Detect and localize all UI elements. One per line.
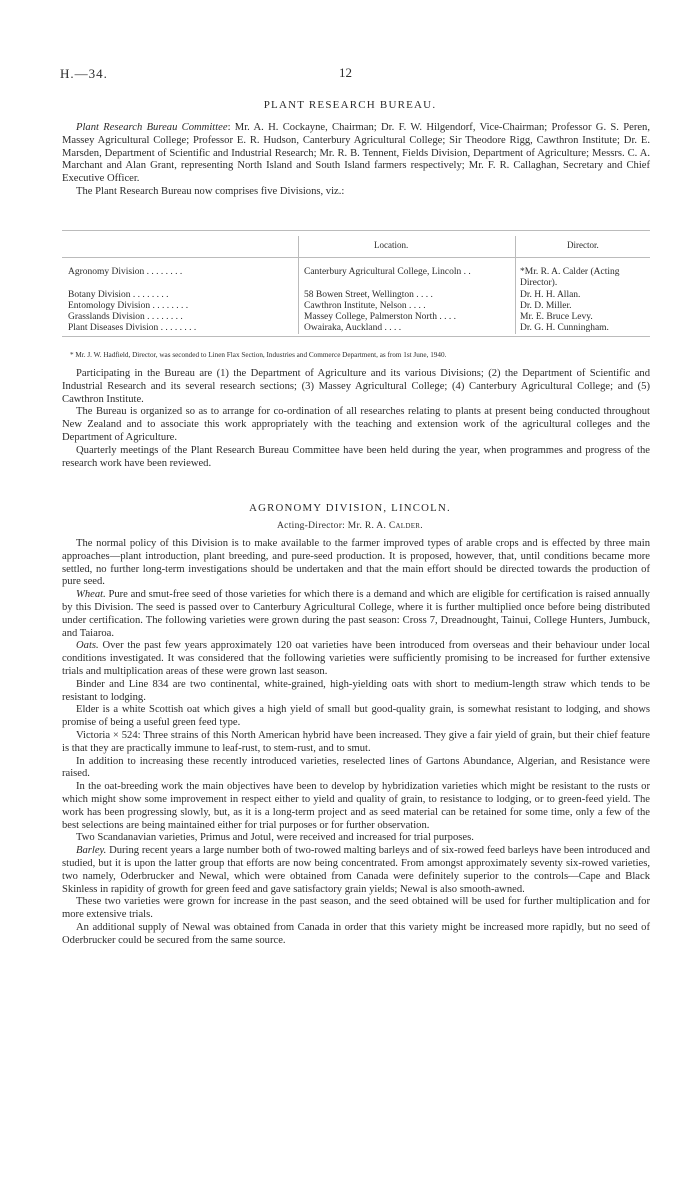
location-cell: Owairaka, Auckland . . . . (304, 323, 402, 333)
barley-heading: Barley. (76, 845, 107, 857)
barley-increase-paragraph: These two varieties were grown for increase in the past season, and the seed obtained will be used for further multiplication and for more extensive trials. (62, 896, 650, 921)
barley-paragraph: Barley. During recent years a large number both of two-rowed malting barleys and of six-rowed feed barleys have been introduced and studied, but it is upon the latter group that efforts are now being concentrated. From amongst approximately seventy six-rowed varieties, two namely, Oderbrucker and Newal, which were obtained from Canada were definitely superior to the controls—Cape and Black Skinless in rapidity of growth for green feed and gave satisfactory grain yields; Newal is also smooth-awned. (62, 845, 650, 895)
participants-paragraph: Participating in the Bureau are (1) the Department of Agriculture and its various Divisions; (2) the Department of Scientific and Industrial Research and its several research sections; (3) Massey Agricultural College; (4) Canterbury Agricultural College; and (5) Cawthron Institute. (62, 368, 650, 405)
organization-paragraph: The Bureau is organized so as to arrange for co-ordination of all researches relating to plants at present being conducted throughout New Zealand and to associate this work appropriately with the teaching and extension work of the agricultural colleges and the Department of Agriculture. (62, 406, 650, 443)
wheat-paragraph: Wheat. Pure and smut-free seed of those varieties for which there is a demand and which are eligible for certification is raised annually by this Division. The seed is passed over to Canterbury Agricultural College, where it is further multiplied once before being distributed under certification. The following varieties were grown during the past season: Cross 7, Dreadnought, Tainui, College Hunters, Jumbuck, and Taiaroa. (62, 589, 650, 639)
committee-text: : Mr. A. H. Cockayne, Chairman; Dr. F. W. Hilgendorf, Vice-Chairman; Professor G. S. Peren, Massey Agricultural College; Professor E. R. Hudson, Canterbury Agricultural College; Sir Theodore Rigg, Cawthron Institute; Dr. E. Marsden, Department of Scientific and Industrial Research; Mr. R. B. Tennent, Fields Division, Department of Agriculture; Messrs. C. A. Marchant and Alan Grant, representing North Island and South Island farmers respectively; Mr. F. R. Callaghan, Secretary and Chief Executive Officer. (62, 122, 650, 185)
director-cell: Dr. H. H. Allan. (520, 290, 581, 300)
wheat-heading: Wheat. (76, 589, 106, 601)
reselected-lines-paragraph: In addition to increasing these recently introduced varieties, reselected lines of Gartons Abundance, Algerian, and Resistance were raised. (62, 755, 650, 780)
division-cell: Grasslands Division . . . . . . . . (68, 312, 183, 322)
oat-breeding-paragraph: In the oat-breeding work the main objectives have been to develop by hybridization varieties which might be resistant to the rusts or which might show some improvement in respect either to yield and quality of grain, to resistance to lodging, or to green-feed yield. The work has been progressing slowly, but, as it is a long-term project and as seed material can be retained for some time, only a few of the best selections are being maintained either for trial purposes or for further observation. (62, 781, 650, 831)
table-header-director: Director. (567, 240, 599, 250)
newal-supply-paragraph: An additional supply of Newal was obtained from Canada in order that this variety might be increased more rapidly, but no seed of Oderbrucker could be secured from the same source. (62, 921, 650, 946)
director-cell: *Mr. R. A. Calder (Acting Director). (520, 267, 620, 289)
location-cell: Massey College, Palmerston North . . . . (304, 312, 456, 322)
table-row (62, 301, 650, 312)
division-cell: Plant Diseases Division . . . . . . . . (68, 323, 197, 333)
table-header-rule (62, 257, 650, 258)
divisions-intro: The Plant Research Bureau now comprises five Divisions, viz.: (76, 185, 345, 197)
victoria-paragraph: Victoria × 524: Three strains of this North American hybrid have been increased. They give a fair yield of grain, but their chief feature is that they are practically immune to leaf-rust, to stem-rust, and to smut. (62, 729, 650, 754)
policy-paragraph: The normal policy of this Division is to make available to the farmer improved types of arable crops and is effected by three main approaches—plant introduction, plant breeding, and pure-seed production. It is proposed, however, that, until conditions became more settled, no further long-term investigations should be undertaken and that the main effort should be directed towards the production of pure seed. (62, 538, 650, 588)
bureau-paragraphs (62, 368, 650, 470)
table-row (62, 312, 650, 323)
section-title-agronomy-division: AGRONOMY DIVISION, LINCOLN. (249, 502, 451, 514)
division-cell: Agronomy Division . . . . . . . . (68, 267, 183, 277)
meetings-paragraph: Quarterly meetings of the Plant Research Bureau Committee have been held during the year, when programmes and progress of the research work have been reviewed. (62, 444, 650, 469)
section-subtitle: Acting-Director: Mr. R. A. Calder. (277, 521, 423, 531)
committee-label: Plant Research Bureau Committee (76, 122, 228, 133)
committee-paragraph (62, 122, 650, 199)
division-cell: Entomology Division . . . . . . . . (68, 301, 189, 311)
table-header-location: Location. (374, 240, 409, 250)
table-bottom-rule (62, 336, 650, 337)
location-cell: Canterbury Agricultural College, Lincoln . . (304, 267, 471, 277)
agronomy-body (62, 538, 650, 948)
table-row (62, 323, 650, 334)
scandinavian-paragraph: Two Scandanavian varieties, Primus and Jotul, were received and increased for trial purposes. (76, 832, 474, 844)
report-reference: H.—34. (60, 66, 108, 81)
oats-paragraph: Oats. Over the past few years approximately 120 oat varieties have been introduced from overseas and their behaviour under local conditions investigated. It was considered that the following varieties were sufficiently promising to be increased for further extensive trials and multiplication areas of these were grown last season. (62, 640, 650, 677)
binder-paragraph: Binder and Line 834 are two continental, white-grained, high-yielding oats with short to medium-length straw which tends to be resistant to lodging. (62, 678, 650, 703)
table-row (62, 267, 650, 289)
director-cell: Mr. E. Bruce Levy. (520, 312, 593, 322)
section-title-plant-research-bureau: PLANT RESEARCH BUREAU. (263, 99, 437, 111)
table-footnote: * Mr. J. W. Hadfield, Director, was seconded to Linen Flax Section, Industries and Commerce Department, as from 1st June, 1940. (70, 351, 447, 359)
division-cell: Botany Division . . . . . . . . (68, 290, 169, 300)
director-cell: Dr. D. Miller. (520, 301, 572, 311)
location-cell: 58 Bowen Street, Wellington . . . . (304, 290, 433, 300)
page-number: 12 (339, 65, 352, 80)
table-top-rule (62, 230, 650, 231)
director-cell: Dr. G. H. Cunningham. (520, 323, 609, 333)
location-cell: Cawthron Institute, Nelson . . . . (304, 301, 426, 311)
elder-paragraph: Elder is a white Scottish oat which gives a high yield of small but good-quality grain, is somewhat resistant to lodging, and shows promise of being a useful green feed type. (62, 704, 650, 729)
table-row (62, 290, 650, 301)
oats-heading: Oats. (76, 640, 99, 652)
